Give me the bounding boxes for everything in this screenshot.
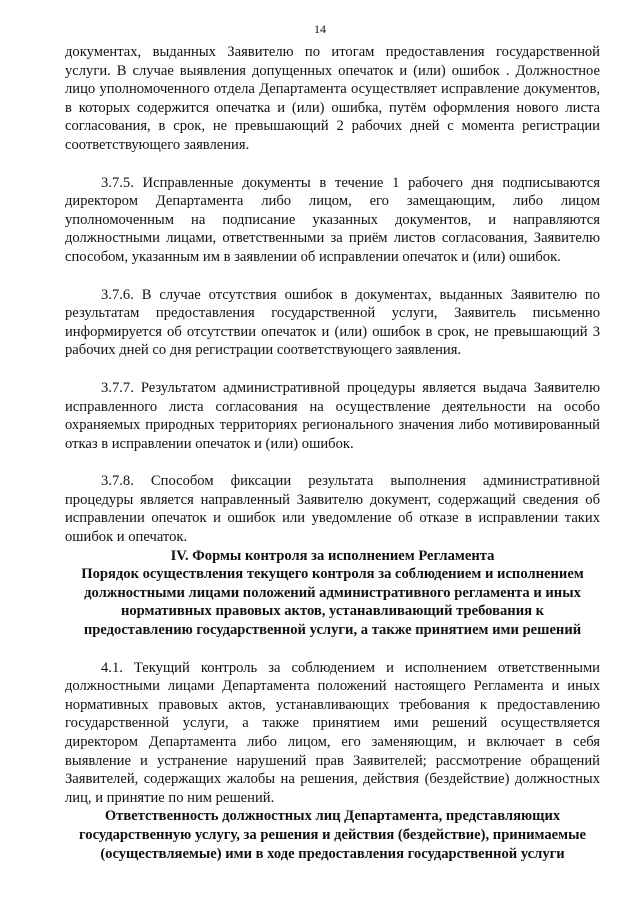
subheading-responsibility: Ответственность должностных лиц Департамента, представляющих государственную услугу, за решения и действия (бездействие), принимаемые (осуществляемые) ими в ходе предоставления государственной услуги [79,808,586,862]
paragraph-3-7-7: 3.7.7. Результатом административной процедуры является выдача Заявителю исправленного листа согласования на осуществление деятельности на особо охраняемых природных территориях регионального значения либо мотивированный отказ в исправлении опечаток и (или) ошибок. [65,379,600,452]
subheading-current-control: Порядок осуществления текущего контроля за соблюдением и исполнением должностными лицами положений административного регламента и иных нормативных правовых актов, устанавливающий требования к предоставлению государственной услуги, а также принятием ими решений [81,566,584,639]
paragraph-3-7-8: 3.7.8. Способом фиксации результата выполнения административной процедуры является направленный Заявителю документ, содержащий сведения об исправлении опечаток и ошибок или уведомление об отказе в исправлении таких ошибок и опечаток. [65,473,600,546]
document-body [65,43,600,863]
paragraph-continuation: документах, выданных Заявителю по итогам предоставления государственной услуги. В случае выявления допущенных опечаток и (или) ошибок . Должностное лицо уполномоченного отдела Департамента осуществляет исправление документов, в которых содержится опечатка и (или) ошибка, путём оформления нового листа согласования, в срок, не превышающий 2 рабочих дней с момента регистрации соответствующего заявления. [65,44,600,153]
section-heading: IV. Формы контроля за исполнением Регламента [170,547,495,564]
paragraph-3-7-5: 3.7.5. Исправленные документы в течение 1 рабочего дня подписываются директором Департамента либо лицом, его замещающим, либо лицом уполномоченным на подписание указанных документов, и направляются должностными лицами, ответственными за приём листов согласования, Заявителю способом, указанным им в заявлении об исправлении опечаток и (или) ошибок. [65,174,600,265]
page-number: 14 [314,22,326,36]
paragraph-4-1: 4.1. Текущий контроль за соблюдением и исполнением ответственными должностными лицами Департамента положений настоящего Регламента и иных нормативных правовых актов, устанавливающих требования к предоставлению государственной услуги, а также принятием ими решений осуществляется директором Департамента либо лицом, его заменяющим, и включает в себя выявление и устранение нарушений прав Заявителей; рассмотрение обращений Заявителей, содержащих жалобы на решения, действия (бездействие) должностных лиц, и принятие по ним решений. [65,659,600,806]
paragraph-3-7-6: 3.7.6. В случае отсутствия ошибок в документах, выданных Заявителю по результатам предоставления государственной услуги, Заявитель письменно информируется об отсутствии опечаток и (или) ошибок в срок, не превышающий 3 рабочих дней со дня регистрации соответствующего заявления. [65,286,600,359]
